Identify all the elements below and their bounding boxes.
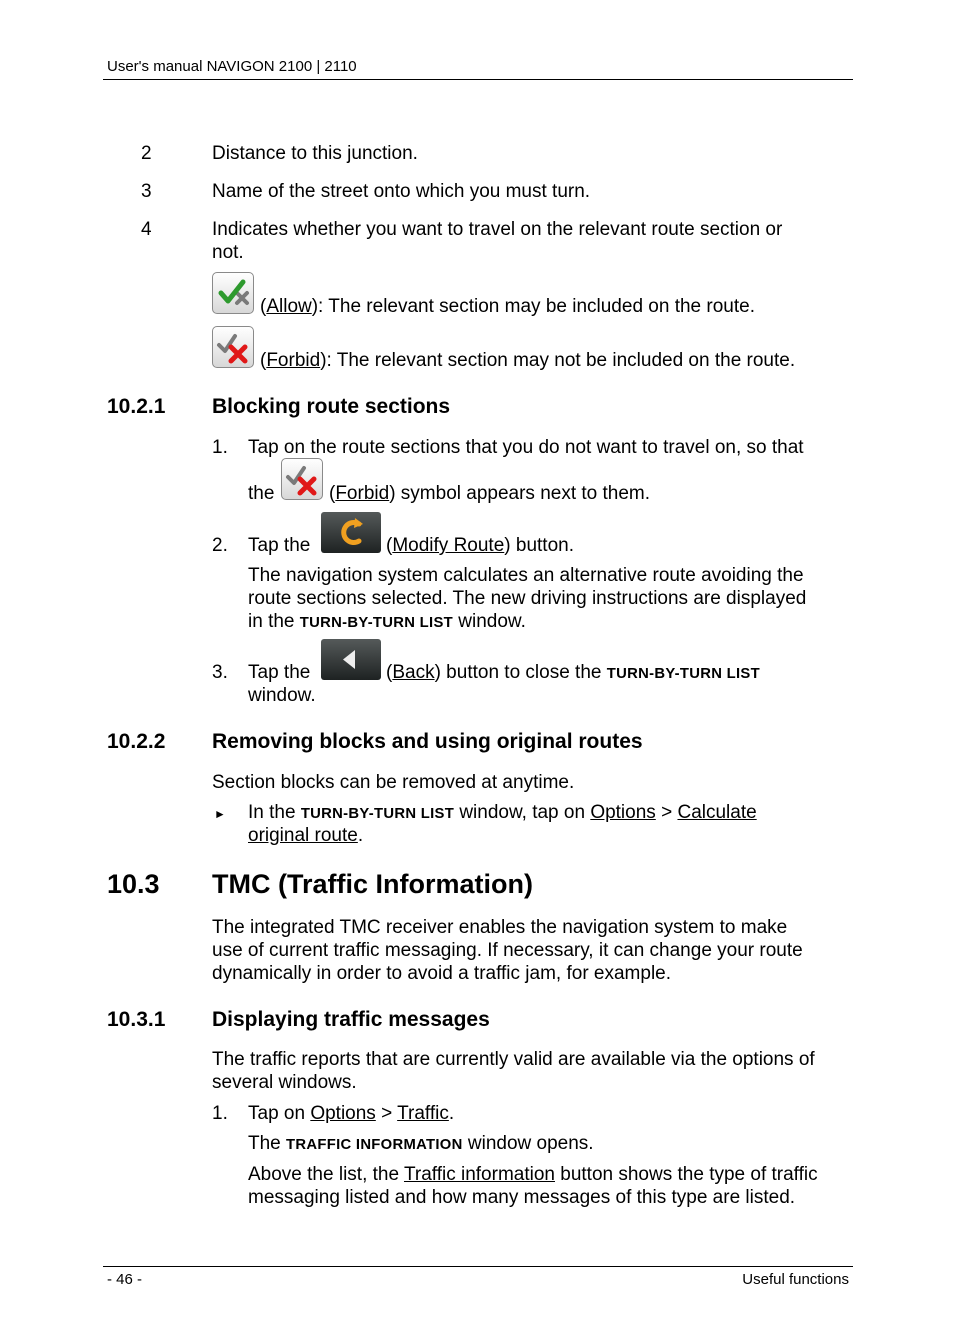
step-number: 2. <box>212 535 228 556</box>
section-number: 10.2.2 <box>107 730 166 753</box>
step-text: Tap the <box>248 662 311 683</box>
paragraph: use of current traffic messaging. If necessary, it can change your route <box>212 940 803 961</box>
step-text-cont: (Forbid) symbol appears next to them. <box>329 483 651 504</box>
step-text: Tap on the route sections that you do not want to travel on, so that <box>248 437 804 458</box>
bullet-icon: ► <box>214 807 226 821</box>
bullet-text: In the TURN-BY-TURN LIST window, tap on Options > Calculate <box>248 802 757 823</box>
chapter-heading: TMC (Traffic Information) <box>212 869 533 899</box>
section-heading: Removing blocks and using original routes <box>212 730 643 753</box>
paragraph: The traffic reports that are currently valid are available via the options of <box>212 1049 815 1070</box>
footer-section: Useful functions <box>742 1271 849 1288</box>
page-number: - 46 - <box>107 1271 143 1288</box>
section-heading: Displaying traffic messages <box>212 1008 490 1031</box>
running-header: User's manual NAVIGON 2100 | 2110 <box>107 58 357 75</box>
traffic-link: Traffic <box>397 1103 449 1124</box>
list-item-number: 3 <box>141 181 152 202</box>
list-item-number: 4 <box>141 219 152 240</box>
window-name: TURN-BY-TURN LIST <box>606 666 760 682</box>
forbid-link: Forbid <box>266 350 321 371</box>
bullet-text-cont: original route. <box>248 825 364 846</box>
section-number: 10.2.1 <box>107 395 166 418</box>
forbid-icon <box>212 326 254 368</box>
options-link: Options <box>310 1103 376 1124</box>
step-text-cont: the <box>248 483 275 504</box>
back-link: Back <box>392 662 435 683</box>
section-number: 10.3.1 <box>107 1008 166 1031</box>
step-text-cont: (Modify Route) button. <box>386 535 574 556</box>
step-description: route sections selected. The new driving instructions are displayed <box>248 588 807 609</box>
step-number: 1. <box>212 437 228 458</box>
window-name: TURN-BY-TURN LIST <box>299 615 453 631</box>
traffic-information-link: Traffic information <box>403 1164 555 1185</box>
paragraph: dynamically in order to avoid a traffic jam, for example. <box>212 963 672 984</box>
allow-link: Allow <box>266 296 312 317</box>
header-rule <box>103 79 853 80</box>
step-description: The navigation system calculates an alternative route avoiding the <box>248 565 804 586</box>
section-heading: Blocking route sections <box>212 395 451 418</box>
paragraph: The integrated TMC receiver enables the navigation system to make <box>212 917 788 938</box>
window-name: TURN-BY-TURN LIST <box>300 806 455 822</box>
options-link: Options <box>590 802 656 823</box>
allow-icon <box>212 272 254 314</box>
paragraph: Section blocks can be removed at anytime. <box>212 772 575 793</box>
step-text: Tap on Options > Traffic. <box>248 1103 455 1124</box>
list-item-text: Indicates whether you want to travel on the relevant route section or <box>212 219 783 240</box>
back-icon <box>321 639 381 680</box>
step-text: Tap the <box>248 535 311 556</box>
list-item-text: Name of the street onto which you must turn. <box>212 181 591 202</box>
step-text-cont: (Back) button to close the TURN-BY-TURN LIST <box>386 662 760 683</box>
step-description: messaging listed and how many messages of this type are listed. <box>248 1187 796 1208</box>
step-number: 3. <box>212 662 228 683</box>
step-description: Above the list, the Traffic information button shows the type of traffic <box>248 1164 818 1185</box>
forbid-icon <box>281 458 323 500</box>
original-route-link: original route <box>248 825 358 846</box>
modify-route-link: Modify Route <box>392 535 505 556</box>
step-description: in the TURN-BY-TURN LIST window. <box>248 611 526 632</box>
list-item-text: Distance to this junction. <box>212 143 418 164</box>
chapter-number: 10.3 <box>107 869 160 899</box>
allow-description: (Allow): The relevant section may be included on the route. <box>260 296 755 317</box>
list-item-number: 2 <box>141 143 152 164</box>
step-number: 1. <box>212 1103 228 1124</box>
footer-rule <box>103 1266 853 1267</box>
list-item-text-cont: not. <box>212 242 244 263</box>
step-text-cont: window. <box>248 685 316 706</box>
forbid-link: Forbid <box>335 483 390 504</box>
paragraph: several windows. <box>212 1072 357 1093</box>
forbid-description: (Forbid): The relevant section may not be included on the route. <box>260 350 796 371</box>
step-description: The TRAFFIC INFORMATION window opens. <box>248 1133 594 1154</box>
window-name: TRAFFIC INFORMATION <box>286 1137 463 1153</box>
modify-route-icon <box>321 512 381 553</box>
calculate-link: Calculate <box>677 802 757 823</box>
